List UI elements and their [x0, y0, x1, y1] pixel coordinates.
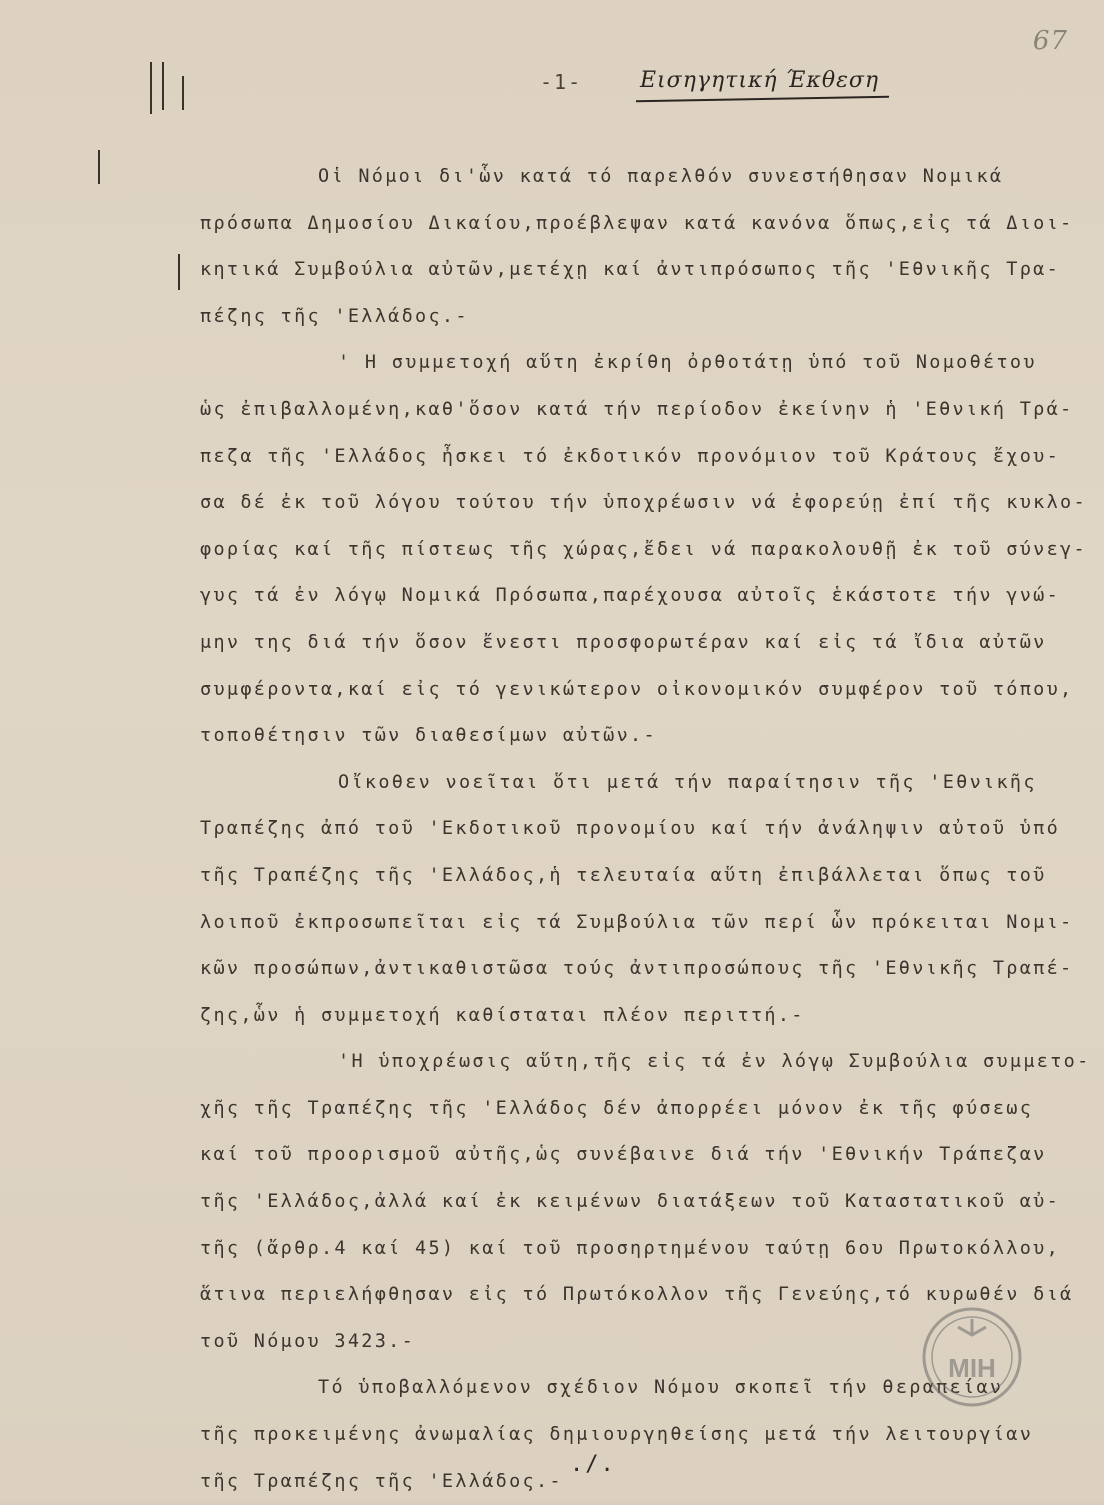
- handwritten-folio-number: 67: [1032, 26, 1068, 56]
- text-line: λοιποῦ ἐκπροσωπεῖται εἰς τά Συμβούλια τῶν περί ὧν πρόκειται Νομι-: [200, 911, 1074, 933]
- text-line: Τό ὑποβαλλόμενον σχέδιον Νόμου σκοπεῖ τήν θεραπείαν: [318, 1377, 1004, 1399]
- margin-mark: [98, 150, 100, 184]
- page-number: -1-: [540, 70, 583, 94]
- text-line: τῆς (ἄρθρ.4 καί 45) καί τοῦ προσηρτημένου ταύτῃ 6ου Πρωτοκόλλου,: [200, 1237, 1061, 1259]
- text-line: Οἴκοθεν νοεῖται ὅτι μετά τήν παραίτησιν τῆς 'Εθνικῆς: [338, 771, 1037, 793]
- text-line: σα δέ ἐκ τοῦ λόγου τούτου τήν ὑποχρέωσιν νά ἐφορεύῃ ἐπί τῆς κυκλο-: [200, 492, 1087, 514]
- document-body: [200, 154, 1091, 1505]
- stamp-text: ΜΙΗ: [948, 1353, 996, 1383]
- text-line: τῆς Τραπέζης τῆς 'Ελλάδος,ἡ τελευταία αὕτη ἐπιβάλλεται ὅπως τοῦ: [200, 864, 1047, 886]
- text-line: καί τοῦ προορισμοῦ αὐτῆς,ὡς συνέβαινε διά τήν 'Εθνικήν Τράπεζαν: [200, 1144, 1047, 1166]
- text-line: τοῦ Νόμου 3423.-: [200, 1330, 416, 1352]
- text-line: Οἱ Νόμοι δι'ὧν κατά τό παρελθόν συνεστήθησαν Νομικά: [318, 166, 1004, 187]
- text-line: 'Η ὑποχρέωσις αὕτη,τῆς εἰς τά ἐν λόγῳ Συμβούλια συμμετο-: [338, 1051, 1091, 1073]
- margin-mark: [182, 76, 184, 110]
- text-line: τῆς προκειμένης ἀνωμαλίας δημιουργηθείσης μετά τήν λειτουργίαν: [200, 1424, 1034, 1446]
- handwritten-heading-note: Εισηγητική Έκθεση: [640, 68, 880, 93]
- text-line: πέζης τῆς 'Ελλάδος.-: [200, 305, 469, 327]
- text-line: πεζα τῆς 'Ελλάδος ἦσκει τό ἐκδοτικόν προνόμιον τοῦ Κράτους ἔχου-: [200, 445, 1061, 467]
- text-line: ἅτινα περιελήφθησαν εἰς τό Πρωτόκολλον τῆς Γενεύης,τό κυρωθέν διά: [200, 1284, 1074, 1306]
- text-line: κῶν προσώπων,ἀντικαθιστῶσα τούς ἀντιπροσώπους τῆς 'Εθνικῆς Τραπέ-: [200, 958, 1074, 980]
- text-line: ζης,ὧν ἡ συμμετοχή καθίσταται πλέον περιττή.-: [200, 1004, 805, 1026]
- text-line: τῆς Τραπέζης τῆς 'Ελλάδος.-: [200, 1470, 563, 1492]
- margin-mark: [150, 62, 152, 114]
- text-line: τοποθέτησιν τῶν διαθεσίμων αὐτῶν.-: [200, 725, 657, 747]
- text-line: φορίας καί τῆς πίστεως τῆς χώρας,ἔδει νά παρακολουθῇ ἐκ τοῦ σύνεγ-: [200, 538, 1087, 560]
- text-line: μην της διά τήν ὅσον ἔνεστι προσφορωτέραν καί εἰς τά ἴδια αὐτῶν: [200, 631, 1047, 653]
- text-line: Τραπέζης ἀπό τοῦ 'Εκδοτικοῦ προνομίου καί τήν ἀνάληψιν αὐτοῦ ὑπό: [200, 818, 1061, 840]
- text-line: κητικά Συμβούλια αὐτῶν,μετέχῃ καί ἀντιπρόσωπος τῆς 'Εθνικῆς Τρα-: [200, 259, 1061, 281]
- margin-mark: [162, 62, 164, 110]
- text-line: ' Η συμμετοχή αὕτη ἐκρίθη ὀρθοτάτῃ ὑπό τοῦ Νομοθέτου: [338, 352, 1037, 374]
- continuation-mark: ./.: [570, 1452, 616, 1477]
- text-line: χῆς τῆς Τραπέζης τῆς 'Ελλάδος δέν ἀπορρέει μόνον ἐκ τῆς φύσεως: [200, 1097, 1034, 1119]
- text-line: τῆς 'Ελλάδος,ἀλλά καί ἐκ κειμένων διατάξεων τοῦ Καταστατικοῦ αὐ-: [200, 1191, 1061, 1213]
- text-line: ὡς ἐπιβαλλομένη,καθ'ὅσον κατά τήν περίοδον ἐκείνην ἡ 'Εθνική Τρά-: [200, 398, 1074, 420]
- text-line: συμφέροντα,καί εἰς τό γενικώτερον οἰκονομικόν συμφέρον τοῦ τόπου,: [200, 678, 1074, 700]
- text-line: γυς τά ἐν λόγῳ Νομικά Πρόσωπα,παρέχουσα αὐτοῖς ἑκάστοτε τήν γνώ-: [200, 585, 1061, 607]
- text-line: πρόσωπα Δημοσίου Δικαίου,προέβλεψαν κατά κανόνα ὅπως,εἰς τά Διοι-: [200, 212, 1074, 234]
- archive-stamp-icon: [920, 1305, 1024, 1409]
- margin-mark: [178, 254, 180, 290]
